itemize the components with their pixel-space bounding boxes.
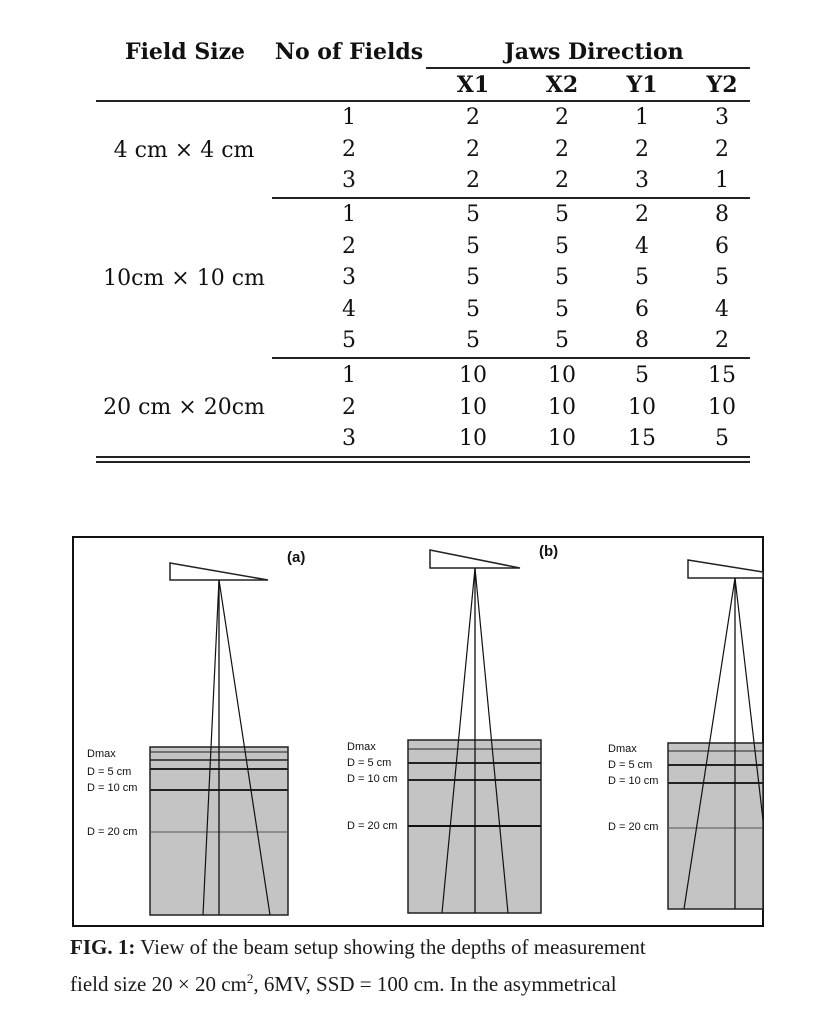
cell-y1: 6 [635,296,649,322]
cell-no: 2 [342,136,356,162]
cell-x1: 5 [466,296,480,322]
label-20cm-a: D = 20 cm [87,826,138,838]
cell-y1: 5 [635,363,649,388]
header-x2: X2 [545,72,579,98]
label-10cm-a: D = 10 cm [87,782,138,794]
label-dmax-b: Dmax [347,741,376,753]
cell-y1: 5 [635,265,649,291]
caption-text-2b: , 6MV, SSD = 100 cm. In the asymmetrical [253,972,617,996]
cell-y1: 2 [635,202,649,227]
jaws-table [0,0,820,470]
cell-x1: 5 [466,328,480,354]
panel-label-a: (a) [287,549,306,566]
beam-setup-diagram [0,520,820,940]
cell-x1: 10 [459,426,487,452]
cell-x2: 2 [555,136,569,162]
cell-x2: 5 [555,202,569,227]
caption-text-2a: field size 20 × 20 cm [70,972,247,996]
panel-label-b: (b) [539,543,559,560]
cell-x2: 10 [548,426,576,452]
cell-y1: 2 [635,136,649,162]
cell-y2: 3 [715,105,729,130]
cell-y1: 4 [635,233,649,259]
cell-y2: 10 [708,394,736,420]
label-10cm-b: D = 10 cm [347,773,398,785]
header-x1: X1 [456,72,490,98]
cell-no: 1 [342,202,356,227]
cell-x1: 5 [466,202,480,227]
label-5cm-b: D = 5 cm [347,757,392,769]
cell-no: 2 [342,233,356,259]
cell-x2: 5 [555,233,569,259]
cell-no: 2 [342,394,356,420]
cell-no: 3 [342,265,356,291]
cell-no: 3 [342,168,356,194]
cell-y2: 6 [715,233,729,259]
cell-y1: 15 [628,426,656,452]
table-bottom-rule-1 [96,456,750,458]
header-y2: Y2 [706,72,738,98]
cell-no: 1 [342,363,356,388]
cell-y1: 1 [635,105,649,130]
cell-x2: 5 [555,296,569,322]
right-mask [764,520,820,940]
cell-x2: 5 [555,265,569,291]
field-size-20cm: 20 cm × 20cm [103,395,265,420]
cell-x2: 2 [555,168,569,194]
cell-no: 5 [342,328,356,354]
cell-x1: 2 [466,105,480,130]
table-bottom-rule-2 [96,461,750,463]
caption-label: FIG. 1: [70,935,136,959]
cell-x1: 5 [466,265,480,291]
cell-y2: 2 [715,136,729,162]
label-5cm-a: D = 5 cm [87,766,132,778]
caption-line-1 [70,932,770,963]
cell-x1: 5 [466,233,480,259]
cell-y2: 15 [708,363,736,388]
header-y1: Y1 [626,72,658,98]
caption-line-2 [70,963,770,1000]
cell-y2: 5 [715,426,729,452]
field-size-10cm: 10cm × 10 cm [103,266,265,291]
label-5cm-c: D = 5 cm [608,759,653,771]
cell-y2: 8 [715,202,729,227]
cell-no: 3 [342,426,356,452]
cell-x1: 2 [466,168,480,194]
label-20cm-c: D = 20 cm [608,821,659,833]
caption-text-1: View of the beam setup showing the depths of measurement [135,935,646,959]
label-10cm-c: D = 10 cm [608,775,659,787]
figure-caption [70,932,770,1000]
cell-y2: 5 [715,265,729,291]
header-jaws-direction: Jaws Direction [504,39,684,65]
field-size-4cm: 4 cm × 4 cm [113,138,255,163]
cell-x1: 2 [466,136,480,162]
group-divider-1 [272,197,750,199]
label-dmax-c: Dmax [608,743,637,755]
cell-x2: 10 [548,394,576,420]
cell-x1: 10 [459,394,487,420]
label-dmax-a: Dmax [87,748,116,760]
cell-no: 1 [342,105,356,130]
beam-setup-figure [0,520,820,940]
cell-y2: 2 [715,328,729,354]
jaws-header-rule [426,67,750,69]
cell-y1: 8 [635,328,649,354]
caption-superscript: 2 [246,971,254,986]
header-no-of-fields: No of Fields [274,39,424,65]
cell-y2: 4 [715,296,729,322]
header-field-size: Field Size [124,39,246,65]
cell-x2: 5 [555,328,569,354]
group-divider-2 [272,357,750,359]
label-20cm-b: D = 20 cm [347,820,398,832]
cell-x1: 10 [459,363,487,388]
cell-no: 4 [342,296,356,322]
cell-y1: 3 [635,168,649,194]
cell-x2: 2 [555,105,569,130]
phantom-c [668,743,763,909]
cell-x2: 10 [548,363,576,388]
header-bottom-rule [96,100,750,102]
cell-y1: 10 [628,394,656,420]
cell-y2: 1 [715,168,729,194]
